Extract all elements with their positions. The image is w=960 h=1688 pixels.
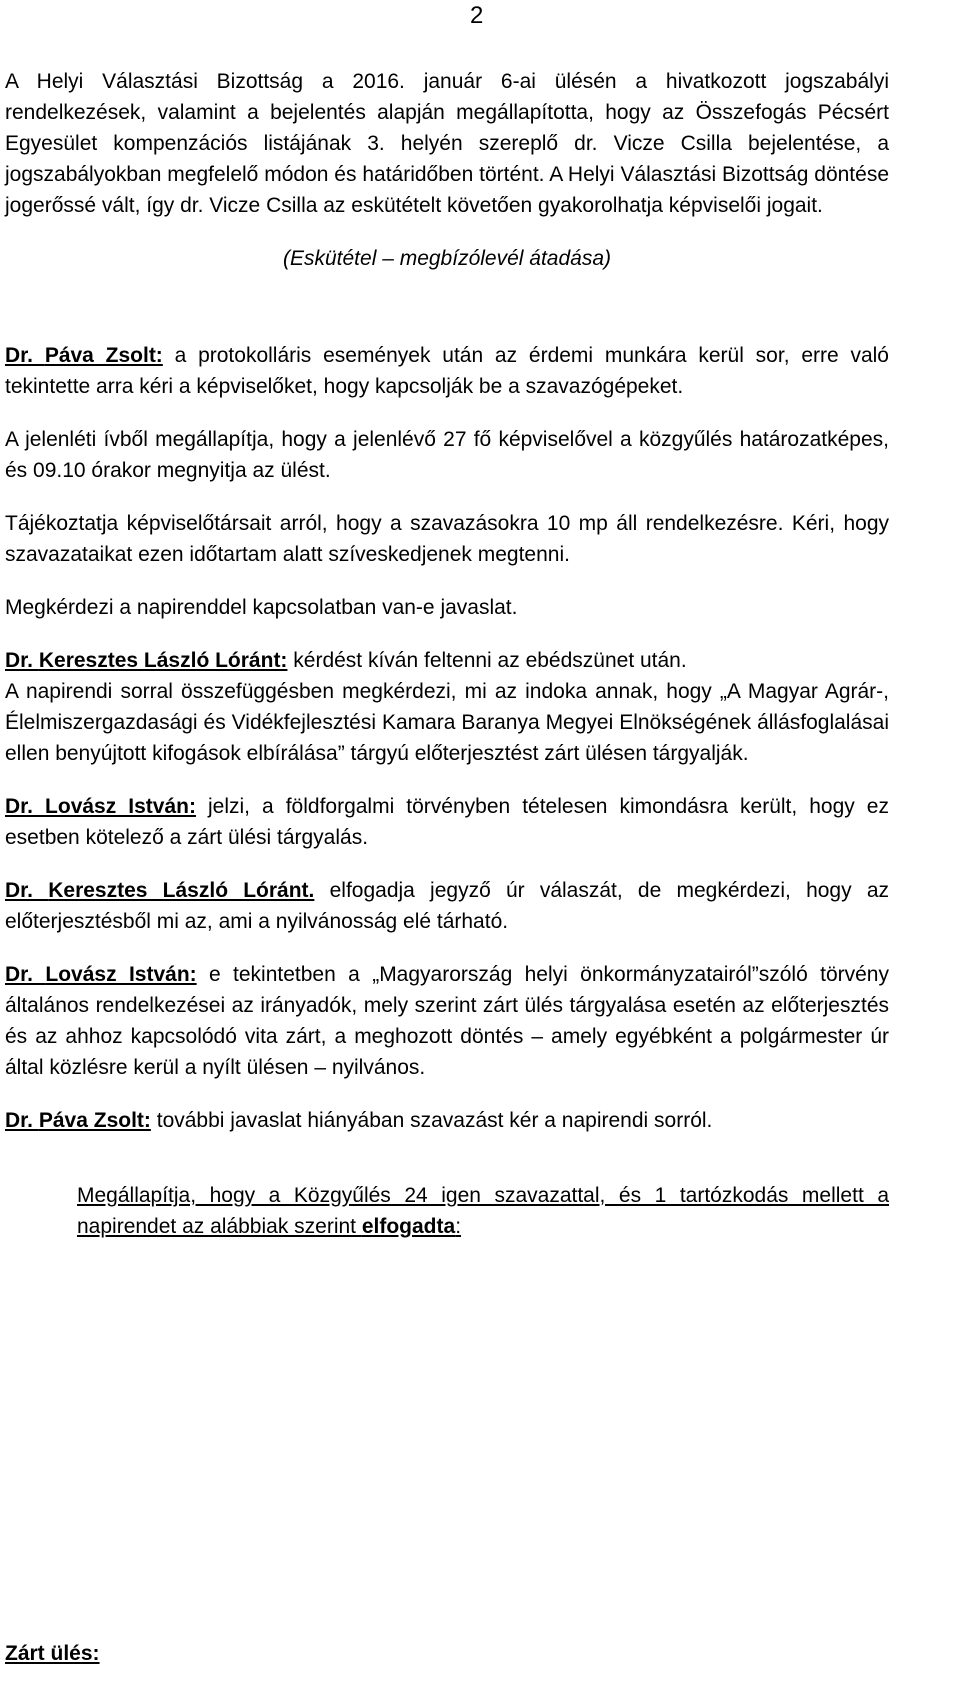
resolution-statement — [77, 1180, 889, 1242]
speech-text: a protokolláris események után az érdemi munkára kerül sor, erre való tekintette arra kéri a képviselőket, hogy kapcsolják be a szavazógépeket. — [5, 344, 889, 398]
ceremony-note: (Eskütétel – megbízólevél átadása) — [282, 247, 611, 270]
paragraph-item-0 — [5, 340, 889, 402]
speaker-label: Keresztes László Lóránt: — [38, 649, 288, 672]
resolution-end: : — [455, 1215, 462, 1238]
speaker-label: Lovász István: — [45, 963, 197, 986]
document-body — [5, 66, 889, 1242]
speaker-title: Dr. — [5, 963, 34, 986]
paragraph-item-2: Tájékoztatja képviselőtársait arról, hogy a szavazásokra 10 mp áll rendelkezésre. Kéri, hogy szavazataikat ezen időtartam alatt szíveskedjenek megtenni. — [5, 512, 889, 566]
closed-session-heading: Zárt ülés: — [5, 1642, 100, 1665]
resolution-text: Megállapítja, hogy a Közgyűlés 24 igen szavazattal, és 1 tartózkodás mellett a napirendet az alábbiak szerint — [77, 1184, 889, 1238]
paragraph-item-1: A jelenléti ívből megállapítja, hogy a jelenlévő 27 fő képviselővel a közgyűlés határozatképes, és 09.10 órakor megnyitja az ülést. — [5, 428, 889, 482]
speaker-title: Dr. — [5, 649, 34, 672]
speaker-name — [5, 963, 197, 986]
speech-text: kérdést kíván feltenni az ebédszünet után. — [287, 649, 687, 672]
paragraph-item-3: Megkérdezi a napirenddel kapcsolatban van-e javaslat. — [5, 596, 518, 619]
speaker-label: Lovász István: — [45, 795, 196, 818]
paragraph-item-6 — [5, 875, 889, 937]
speech-text: további javaslat hiányában szavazást kér a napirendi sorról. — [150, 1109, 713, 1132]
speaker-label: Keresztes László Lóránt. — [48, 879, 315, 902]
paragraph-item-7 — [5, 959, 889, 1083]
speaker-name — [5, 795, 196, 818]
speaker-label: Páva Zsolt: — [44, 344, 163, 367]
speaker-label: Páva Zsolt: — [38, 1109, 151, 1132]
paragraph-item-4 — [5, 645, 889, 676]
page-number: 2 — [470, 2, 484, 29]
speaker-name — [5, 649, 287, 672]
speaker-name — [5, 1109, 151, 1132]
speaker-name — [5, 879, 314, 902]
speech-text: elfogadja jegyző úr válaszát, de megkérdezi, hogy az előterjesztésből mi az, ami a nyilvánosság elé tárható. — [5, 879, 890, 933]
speaker-name — [5, 344, 163, 367]
speaker-title: Dr. — [5, 795, 34, 818]
intro-paragraph: A Helyi Választási Bizottság a 2016. január 6-ai ülésén a hivatkozott jogszabályi rendelkezések, valamint a bejelentés alapján megállapította, hogy az Összefogás Pécsért Egyesület kompenzációs listájának 3. helyén szereplő dr. Vicze Csilla bejelentése, a jogszabályokban megfelelő módon és határidőben történt. A Helyi Választási Bizottság döntése jogerőssé vált, így dr. Vicze Csilla az eskütételt követően gyakorolhatja képviselői jogait. — [5, 70, 889, 217]
speech-text: jelzi, a földforgalmi törvényben tételesen kimondásra került, hogy ez esetben kötelező a zárt ülési tárgyalás. — [5, 795, 889, 849]
paragraph-item-4-continuation: A napirendi sorral összefüggésben megkérdezi, mi az indoka annak, hogy „A Magyar Agrár-, Élelmiszergazdasági és Vidékfejlesztési Kamara Baranya Megyei Elnökségének állásfoglalásai ellen benyújtott kifogások elbírálása” tárgyú előterjesztést zárt ülésen tárgyalják. — [5, 680, 889, 765]
resolution-keyword: elfogadta — [361, 1215, 456, 1238]
speaker-title: Dr. — [5, 879, 34, 902]
paragraph-item-8 — [5, 1105, 889, 1136]
speaker-title: Dr. — [5, 1109, 34, 1132]
speech-text: e tekintetben a „Magyarország helyi önkormányzatairól”szóló törvény általános rendelkezései az irányadók, mely szerint zárt ülés tárgyalása esetén az előterjesztés és az ahhoz kapcsolódó vita zárt, a meghozott döntés – amely egyébként a polgármester úr által közlésre kerül a nyílt ülésen – nyilvános. — [5, 963, 889, 1079]
paragraph-item-5 — [5, 791, 889, 853]
speaker-title: Dr. — [5, 344, 34, 367]
